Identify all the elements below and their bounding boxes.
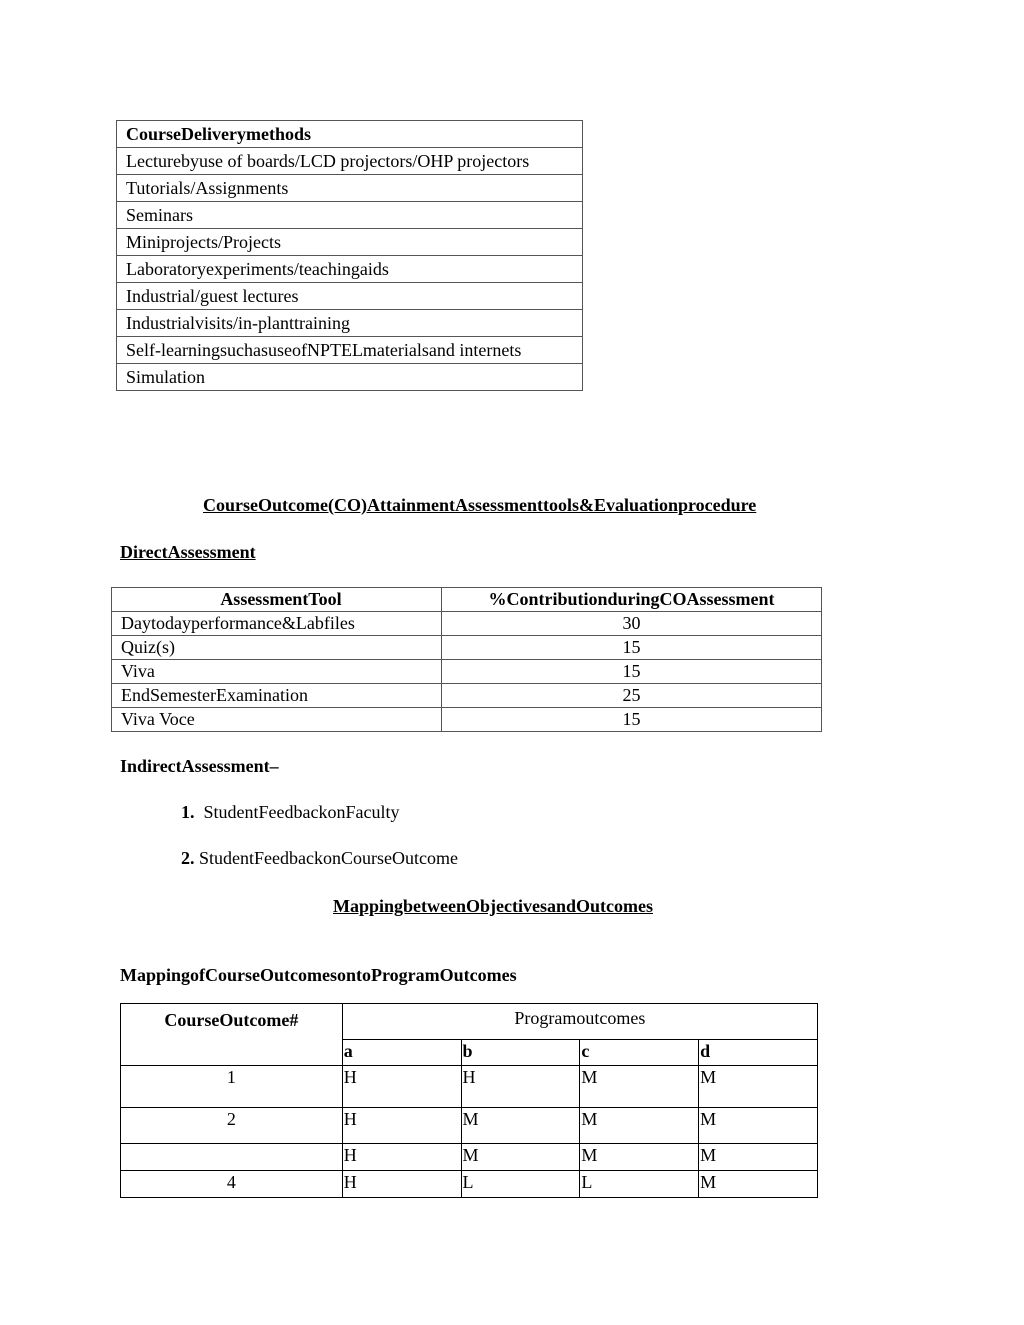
mapping-heading: MappingbetweenObjectivesandOutcomes [333,896,653,916]
mapping-value: H [342,1066,461,1108]
table-row [112,660,822,684]
mapping-value: H [342,1144,461,1171]
delivery-item: Lecturebyuse of boards/LCD projectors/OHP projectors [117,148,583,175]
delivery-item: Seminars [117,202,583,229]
mapping-value: M [699,1144,818,1171]
delivery-header: CourseDeliverymethods [117,121,583,148]
list-item [181,802,399,823]
indirect-assessment-heading: IndirectAssessment– [120,756,279,776]
delivery-item: Laboratoryexperiments/teachingaids [117,256,583,283]
co-number: 1 [121,1066,343,1108]
po-letter: c [580,1040,699,1066]
table-row [121,1108,818,1144]
mapping-value: L [580,1171,699,1198]
table-row [112,708,822,732]
col-header-course-outcome: CourseOutcome# [121,1004,343,1066]
co-number: 2 [121,1108,343,1144]
direct-assessment-heading: DirectAssessment [120,542,256,562]
mapping-value: M [580,1066,699,1108]
co-number: 4 [121,1171,343,1198]
delivery-item: Tutorials/Assignments [117,175,583,202]
mapping-value: L [461,1171,580,1198]
course-delivery-table [116,120,583,391]
assessment-tool: Viva Voce [112,708,442,732]
mapping-value: M [699,1108,818,1144]
table-row [121,1066,818,1108]
col-header-program-outcomes: Programoutcomes [342,1004,817,1040]
mapping-value: M [699,1066,818,1108]
po-letter: b [461,1040,580,1066]
co-number [121,1144,343,1171]
delivery-item: Industrialvisits/in-planttraining [117,310,583,337]
delivery-item: Simulation [117,364,583,391]
list-number: 2. [181,848,195,868]
contribution-value: 15 [442,708,822,732]
mapping-value: M [461,1108,580,1144]
table-row [112,684,822,708]
contribution-value: 30 [442,612,822,636]
table-row [121,1171,818,1198]
mapping-value: H [461,1066,580,1108]
table-row [112,612,822,636]
mapping-value: H [342,1171,461,1198]
mapping-value: H [342,1108,461,1144]
assessment-tool: Viva [112,660,442,684]
assessment-tool: Daytodayperformance&Labfiles [112,612,442,636]
delivery-item: Self-learningsuchasuseofNPTELmaterialsand internets [117,337,583,364]
direct-assessment-table [111,587,822,732]
contribution-value: 25 [442,684,822,708]
co-po-mapping-table [120,1003,818,1198]
co-attainment-heading: CourseOutcome(CO)AttainmentAssessmenttools&Evaluationprocedure [203,495,757,515]
list-number: 1. [181,802,195,822]
list-item [181,848,458,869]
mapping-value: M [699,1171,818,1198]
mapping-value: M [580,1144,699,1171]
mapping-title: MappingofCourseOutcomesontoProgramOutcomes [120,965,517,985]
mapping-value: M [580,1108,699,1144]
assessment-tool: EndSemesterExamination [112,684,442,708]
list-text: StudentFeedbackonFaculty [203,802,400,822]
mapping-value: M [461,1144,580,1171]
list-text: StudentFeedbackonCourseOutcome [199,848,458,868]
delivery-item: Miniprojects/Projects [117,229,583,256]
delivery-item: Industrial/guest lectures [117,283,583,310]
po-letter: d [699,1040,818,1066]
assessment-tool: Quiz(s) [112,636,442,660]
col-header-contribution: %ContributionduringCOAssessment [442,588,822,612]
contribution-value: 15 [442,660,822,684]
col-header-tool: AssessmentTool [112,588,442,612]
contribution-value: 15 [442,636,822,660]
table-row [112,636,822,660]
table-row [121,1144,818,1171]
po-letter: a [342,1040,461,1066]
